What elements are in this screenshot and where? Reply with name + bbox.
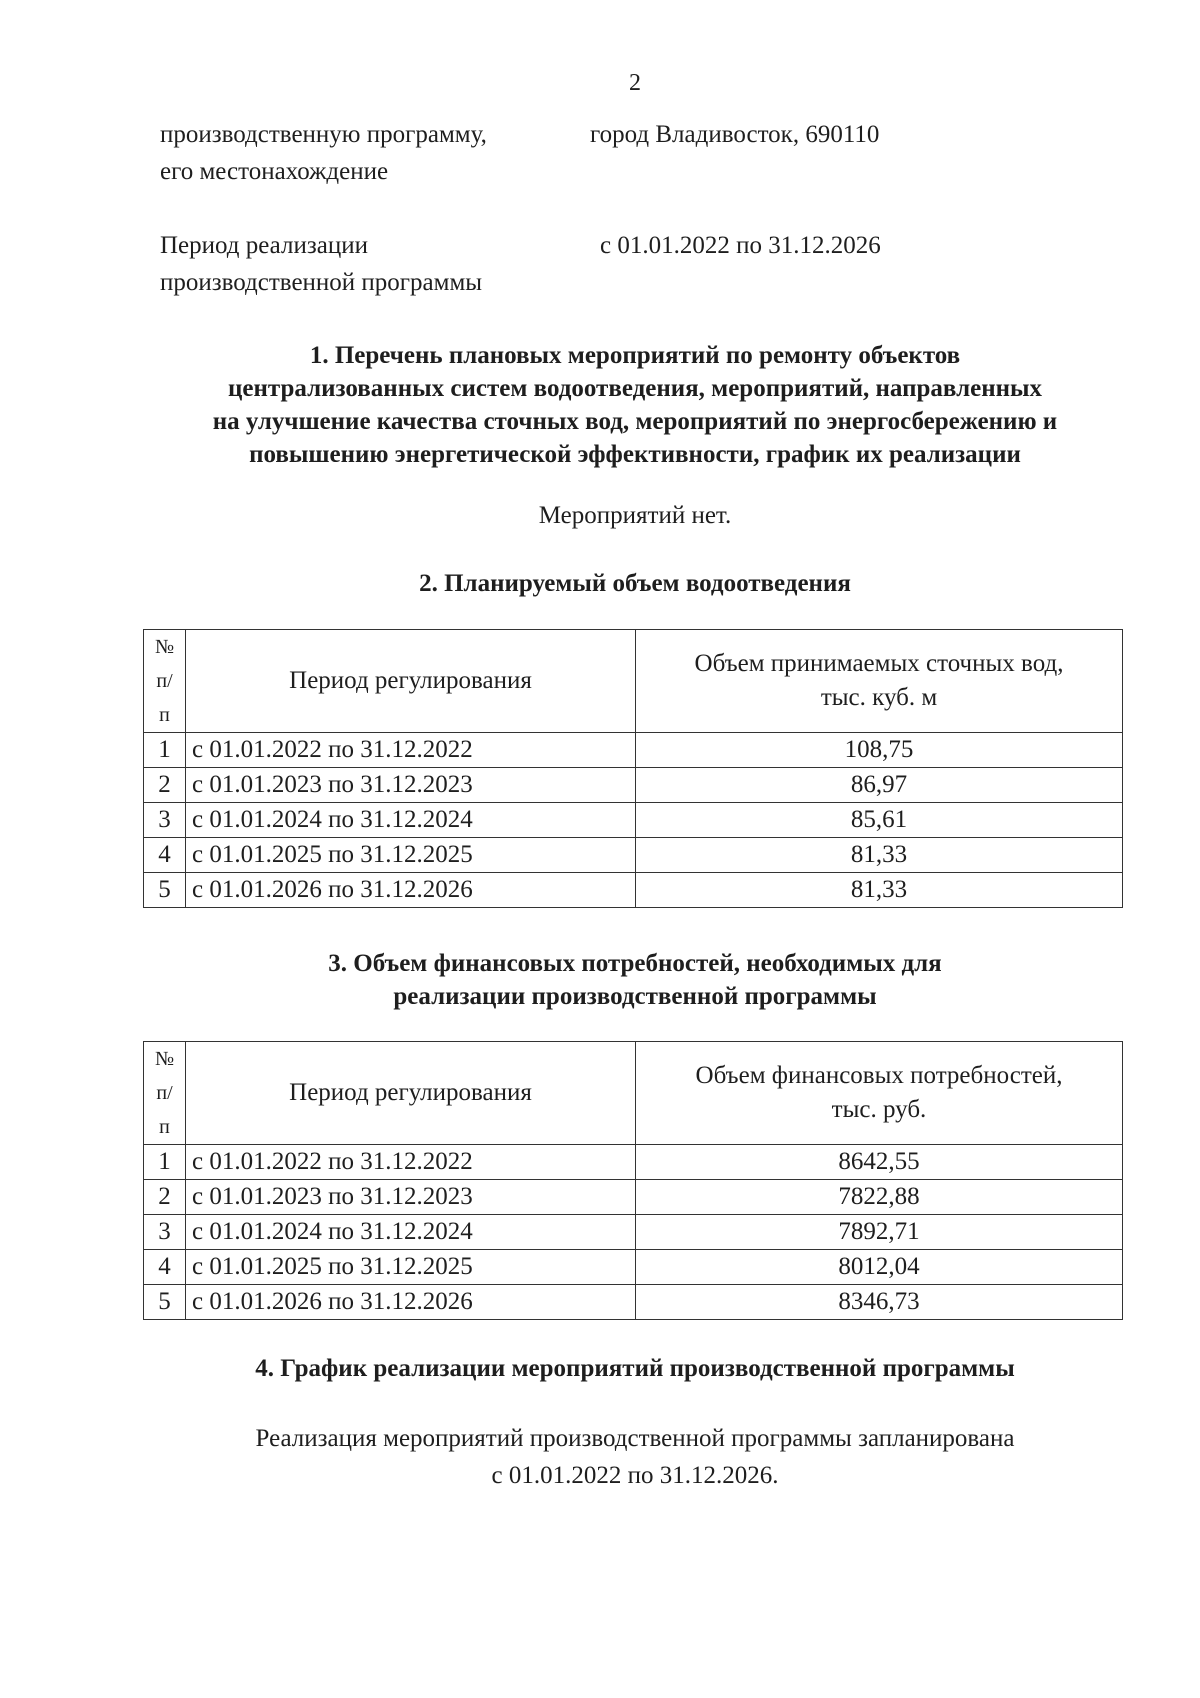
header-value-line: Объем принимаемых сточных вод,	[694, 650, 1064, 677]
page-number: 2	[629, 70, 641, 96]
row-number: 1	[144, 733, 186, 768]
header-value	[636, 630, 1123, 733]
table-row	[144, 768, 1123, 803]
table-row	[144, 803, 1123, 838]
row-value: 85,61	[636, 803, 1123, 838]
row-period: с 01.01.2024 по 31.12.2024	[186, 803, 636, 838]
row-period: с 01.01.2025 по 31.12.2025	[186, 838, 636, 873]
info-label-line: производственную программу,	[160, 121, 487, 148]
row-value: 8346,73	[636, 1285, 1123, 1320]
wastewater-volume-table	[143, 629, 1123, 908]
info-label-line: его местонахождение	[160, 158, 389, 185]
table-header-row	[144, 1042, 1123, 1145]
table-row	[144, 1180, 1123, 1215]
row-number: 3	[144, 803, 186, 838]
header-value	[636, 1042, 1123, 1145]
row-number: 5	[144, 1285, 186, 1320]
row-period: с 01.01.2023 по 31.12.2023	[186, 768, 636, 803]
table-header-row	[144, 630, 1123, 733]
paragraph-line: с 01.01.2022 по 31.12.2026.	[491, 1462, 779, 1489]
row-period: с 01.01.2022 по 31.12.2022	[186, 1145, 636, 1180]
table-row	[144, 1215, 1123, 1250]
section-4-heading: 4. График реализации мероприятий производственной программы	[255, 1355, 1015, 1382]
info-label-line: производственной программы	[160, 269, 483, 296]
section-4-text	[130, 1420, 1140, 1494]
row-value: 81,33	[636, 873, 1123, 908]
heading-line: на улучшение качества сточных вод, мероприятий по энергосбережению и	[212, 408, 1058, 435]
table-row	[144, 873, 1123, 908]
row-number: 4	[144, 1250, 186, 1285]
heading-line: повышению энергетической эффективности, график их реализации	[249, 441, 1021, 468]
row-value: 86,97	[636, 768, 1123, 803]
header-value-line: тыс. куб. м	[820, 684, 938, 711]
section-1-heading	[130, 339, 1140, 471]
row-value: 8012,04	[636, 1250, 1123, 1285]
heading-line: централизованных систем водоотведения, мероприятий, направленных	[227, 375, 1043, 402]
row-period: с 01.01.2026 по 31.12.2026	[186, 873, 636, 908]
financial-needs-table	[143, 1041, 1123, 1320]
row-period: с 01.01.2024 по 31.12.2024	[186, 1215, 636, 1250]
row-period: с 01.01.2023 по 31.12.2023	[186, 1180, 636, 1215]
row-period: с 01.01.2025 по 31.12.2025	[186, 1250, 636, 1285]
row-value: 81,33	[636, 838, 1123, 873]
header-period: Период регулирования	[186, 630, 636, 733]
info-value-location: город Владивосток, 690110	[590, 121, 880, 148]
header-number-line: №	[154, 1048, 175, 1070]
table-row	[144, 1145, 1123, 1180]
header-number-line: №	[154, 636, 175, 658]
header-number	[144, 1042, 186, 1145]
info-label-line: Период реализации	[160, 232, 368, 259]
row-number: 2	[144, 768, 186, 803]
heading-line: 3. Объем финансовых потребностей, необходимых для	[328, 950, 942, 977]
header-number-line: п	[159, 704, 170, 726]
header-number	[144, 630, 186, 733]
table-row	[144, 838, 1123, 873]
row-number: 3	[144, 1215, 186, 1250]
info-value-period: с 01.01.2022 по 31.12.2026	[600, 232, 881, 259]
row-period: с 01.01.2022 по 31.12.2022	[186, 733, 636, 768]
row-number: 5	[144, 873, 186, 908]
row-value: 108,75	[636, 733, 1123, 768]
header-number-line: п/	[156, 670, 173, 692]
row-number: 2	[144, 1180, 186, 1215]
section-2-heading: 2. Планируемый объем водоотведения	[419, 570, 851, 597]
header-value-line: тыс. руб.	[831, 1096, 927, 1123]
header-number-line: п	[159, 1116, 170, 1138]
table-row	[144, 733, 1123, 768]
header-number-line: п/	[156, 1082, 173, 1104]
header-value-line: Объем финансовых потребностей,	[695, 1062, 1063, 1089]
heading-line: 1. Перечень плановых мероприятий по ремонту объектов	[309, 342, 961, 369]
info-label-location	[160, 116, 580, 190]
row-number: 1	[144, 1145, 186, 1180]
row-period: с 01.01.2026 по 31.12.2026	[186, 1285, 636, 1320]
row-value: 8642,55	[636, 1145, 1123, 1180]
row-value: 7892,71	[636, 1215, 1123, 1250]
info-label-period	[160, 227, 580, 301]
section-1-text: Мероприятий нет.	[538, 502, 732, 529]
table-row	[144, 1285, 1123, 1320]
paragraph-line: Реализация мероприятий производственной программы запланирована	[255, 1425, 1015, 1452]
row-value: 7822,88	[636, 1180, 1123, 1215]
header-period: Период регулирования	[186, 1042, 636, 1145]
heading-line: реализации производственной программы	[393, 983, 877, 1010]
table-row	[144, 1250, 1123, 1285]
section-3-heading	[130, 947, 1140, 1013]
row-number: 4	[144, 838, 186, 873]
